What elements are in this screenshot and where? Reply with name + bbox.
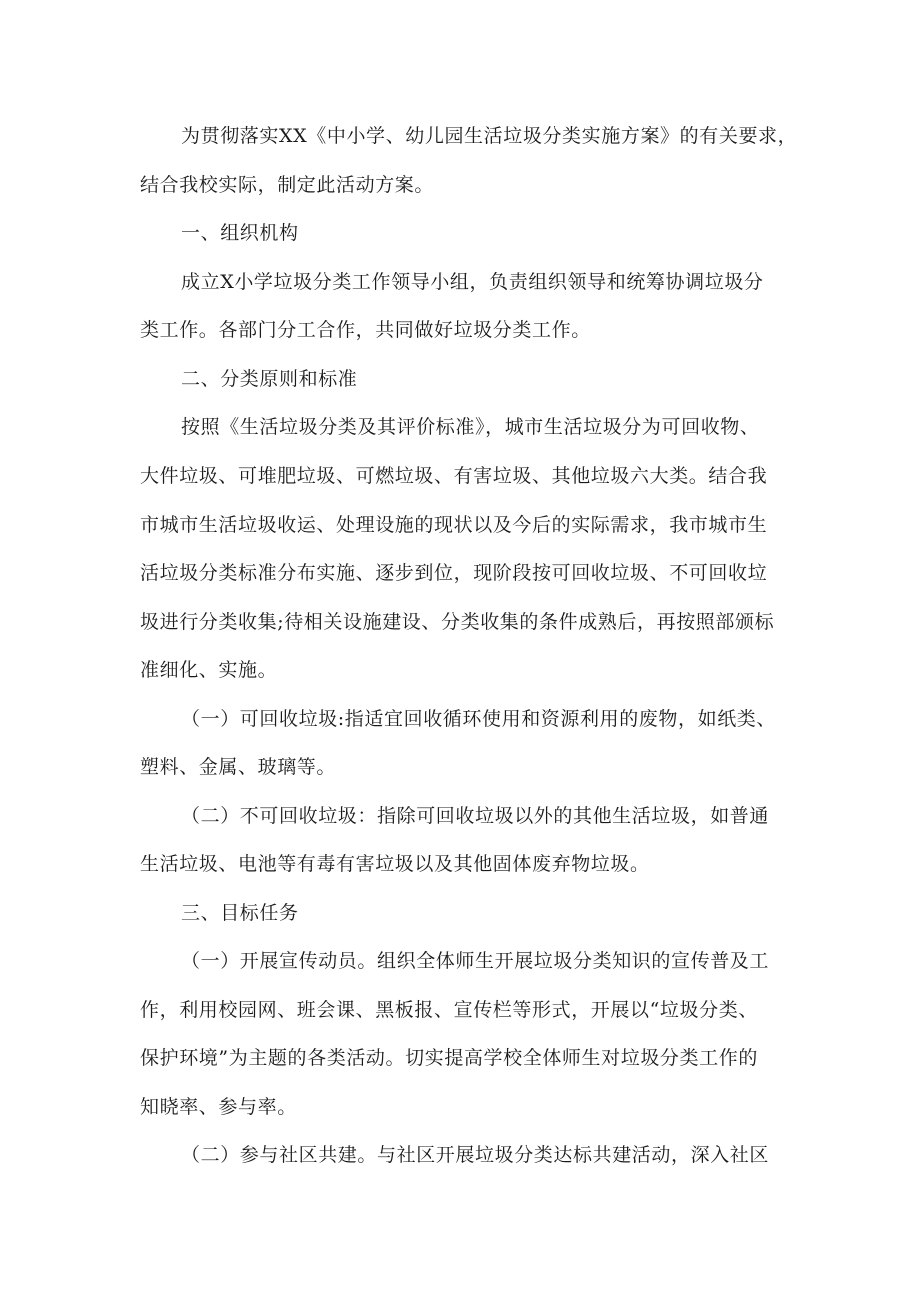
item-community-line-1: （二）参与社区共建。与社区开展垃圾分类达标共建活动，深入社区 xyxy=(181,1144,770,1166)
item-non-recyclable-line-1: （二）不可回收垃圾：指除可回收垃圾以外的其他生活垃圾，如普通 xyxy=(181,805,770,827)
item-publicity-line-3: 保护环境”为主题的各类活动。切实提高学校全体师生对垃圾分类工作的 xyxy=(140,1047,758,1069)
item-recyclable-line-2: 塑料、金属、玻璃等。 xyxy=(140,756,337,778)
paragraph-principles-line-2: 大件垃圾、可堆肥垃圾、可燃垃圾、有害垃圾、其他垃圾六大类。结合我 xyxy=(140,465,768,487)
paragraph-principles-line-5: 圾进行分类收集;待相关设施建设、分类收集的条件成熟后，再按照部颁标 xyxy=(140,611,775,633)
heading-goals: 三、目标任务 xyxy=(181,902,299,924)
paragraph-intro-line-1: 为贯彻落实XX《中小学、幼儿园生活垃圾分类实施方案》的有关要求， xyxy=(181,125,798,147)
item-publicity-line-2: 作，利用校园网、班会课、黑板报、宣传栏等形式，开展以“垃圾分类、 xyxy=(140,999,758,1021)
item-publicity-line-1: （一）开展宣传动员。组织全体师生开展垃圾分类知识的宣传普及工 xyxy=(181,950,770,972)
paragraph-principles-line-3: 市城市生活垃圾收运、处理设施的现状以及今后的实际需求，我市城市生 xyxy=(140,514,768,536)
item-non-recyclable-line-2: 生活垃圾、电池等有毒有害垃圾以及其他固体废弃物垃圾。 xyxy=(140,853,650,875)
item-publicity-line-4: 知晓率、参与率。 xyxy=(140,1096,297,1118)
paragraph-principles-line-4: 活垃圾分类标准分布实施、逐步到位，现阶段按可回收垃圾、不可回收垃 xyxy=(140,562,768,584)
paragraph-principles-line-6: 准细化、实施。 xyxy=(140,659,278,681)
paragraph-principles-line-1: 按照《生活垃圾分类及其评价标准》，城市生活垃圾分为可回收物、 xyxy=(181,416,760,438)
paragraph-organization-line-2: 类工作。各部门分工合作，共同做好垃圾分类工作。 xyxy=(140,319,591,341)
item-recyclable-line-1: （一）可回收垃圾:指适宜回收循环使用和资源利用的废物，如纸类、 xyxy=(181,708,777,730)
heading-organization: 一、组织机构 xyxy=(181,222,299,244)
paragraph-organization-line-1: 成立X小学垃圾分类工作领导小组，负责组织领导和统筹协调垃圾分 xyxy=(181,271,764,293)
paragraph-intro-line-2: 结合我校实际，制定此活动方案。 xyxy=(140,174,435,196)
heading-principles: 二、分类原则和标准 xyxy=(181,368,358,390)
